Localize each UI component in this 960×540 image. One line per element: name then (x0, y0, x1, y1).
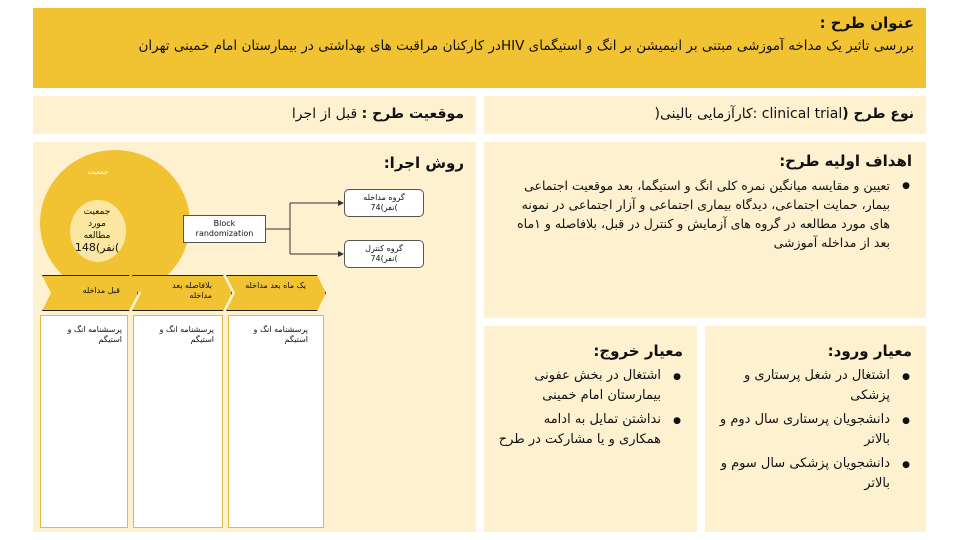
phase-column-before (40, 315, 128, 528)
randomization-box: Block randomization (183, 215, 266, 243)
entry-criteria-item: ● اشتغال در شغل پرستاری و پزشکی (719, 366, 912, 406)
phase-tool-before: پرسشنامه انگ و استیگم (67, 325, 122, 344)
entry-criteria-item: ● دانشجویان پرستاری سال دوم و بالاتر (719, 410, 912, 450)
design-type-label: نوع طرح ( (842, 106, 914, 122)
phase-label-immediately: بلافاصله بعد مداخله (172, 281, 212, 300)
status-label: موقعیت طرح : (361, 106, 464, 122)
phase-label-one-month: یک ماه بعد مداخله (245, 281, 306, 290)
exit-criteria-panel (484, 326, 697, 532)
goal-item: ● تعیین و مقایسه میانگین نمره کلی انگ و استیگما، بعد موقعیت اجتماعی بیمار، حمایت اجتماعی، دیدگاه بیماری اجتماعی و آزار اجتماعی در نمونه های مورد مطالعه در گروه های آزمایش و کنترل در قبل، بلافاصله و ۱ماه بعد از مداخله آموزشی (498, 176, 912, 252)
phase-tool-immediately: پرسشنامه انگ و استیگم (159, 325, 214, 344)
entry-criteria-panel (705, 326, 926, 532)
title-banner (33, 8, 926, 88)
design-type-panel (484, 96, 926, 134)
study-population-label: جمعیت مورد مطالعه 148(نفر( (68, 206, 126, 254)
exit-criteria-list (498, 366, 683, 450)
phase-column-immediately (133, 315, 223, 528)
control-group-box: گروه کنترل 74(نفر( (344, 240, 424, 268)
design-type-value: clinical trial :کارآزمایی بالینی( (654, 106, 843, 122)
entry-criteria-item: ● دانشجویان پزشکی سال سوم و بالاتر (719, 454, 912, 494)
exit-criteria-item: ● اشتغال در بخش عفونی بیمارستان امام خمینی (498, 366, 683, 406)
phase-label-before: قبل مداخله (82, 286, 120, 295)
status-value: قبل از اجرا (291, 106, 358, 122)
phase-column-one-month (228, 315, 324, 528)
status-panel (33, 96, 476, 134)
method-title: روش اجرا: (383, 154, 464, 172)
intervention-group-box: گروه مداخله 74(نفر( (344, 189, 424, 217)
project-title: بررسی تاثیر یک مداخه آموزشی مبتنی بر انیمیشن بر انگ و استیگمای HIVدر کارکنان مراقبت های بهداشتی در بیمارستان امام خمینی تهران (138, 38, 914, 54)
goals-list (498, 176, 912, 252)
population-label: جمعیت (87, 168, 109, 176)
exit-criteria-title: معیار خروج: (593, 342, 683, 360)
title-label: عنوان طرح : (819, 14, 914, 32)
entry-criteria-title: معیار ورود: (827, 342, 912, 360)
exit-criteria-item: ● نداشتن تمایل به ادامه همکاری و یا مشارکت در طرح (498, 410, 683, 450)
goals-title: اهداف اولیه طرح: (779, 152, 912, 170)
study-population-count: 148(نفر( (74, 241, 120, 254)
goals-panel (484, 142, 926, 318)
phase-tool-one-month: پرسشنامه انگ و استیگم (253, 325, 308, 344)
entry-criteria-list (719, 366, 912, 494)
